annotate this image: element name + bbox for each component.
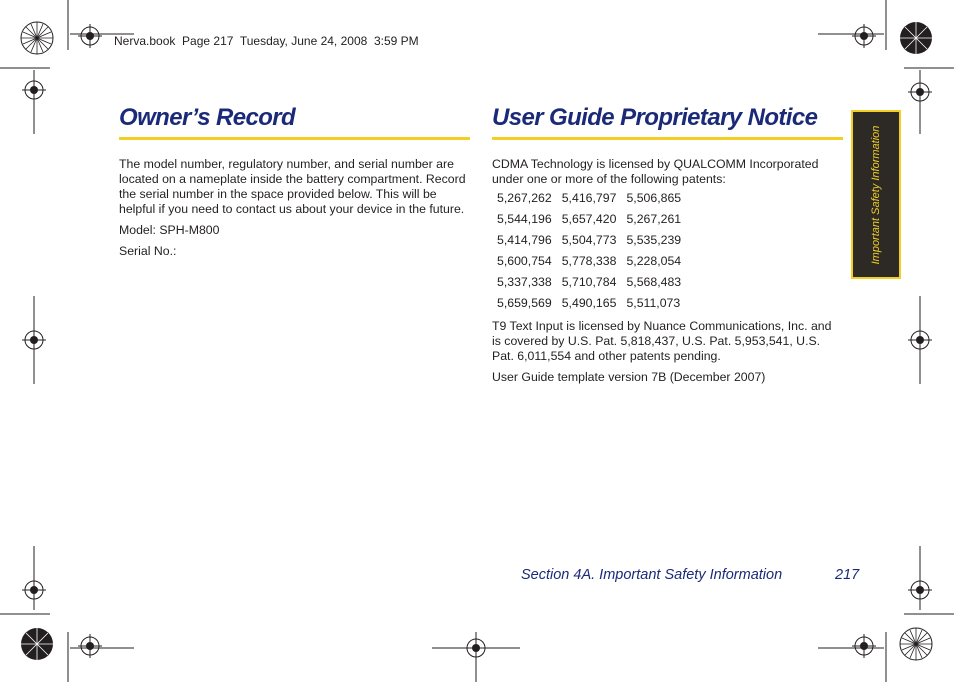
section-title: Owner’s Record	[119, 104, 296, 131]
section-body	[492, 157, 843, 385]
registration-target-icon	[464, 636, 488, 660]
registration-target-icon	[908, 80, 932, 104]
serial-line: Serial No.:	[119, 244, 177, 258]
patent-number: 5,511,073	[626, 296, 681, 310]
registration-target-icon	[22, 78, 46, 102]
patent-row	[492, 212, 686, 233]
patent-number: 5,778,338	[561, 254, 617, 268]
t9-notice: T9 Text Input is licensed by Nuance Communications, Inc. and is covered by U.S. Pat. 5,818,437, U.S. Pat. 5,953,541, U.S. Pat. 6,011,554 and other patents pending.	[492, 319, 832, 363]
registration-target-icon	[78, 634, 102, 658]
registration-target-icon	[22, 578, 46, 602]
title-rule	[119, 137, 470, 140]
registration-target-icon	[908, 578, 932, 602]
patent-row	[492, 296, 686, 317]
side-tab	[851, 110, 901, 279]
star-target-icon	[21, 628, 53, 660]
owners-record-section	[119, 104, 470, 259]
model-line: Model: SPH-M800	[119, 223, 220, 237]
template-version: User Guide template version 7B (December 2007)	[492, 370, 766, 384]
patent-number: 5,600,754	[497, 254, 552, 268]
registration-target-icon	[908, 328, 932, 352]
patent-number: 5,414,796	[497, 233, 552, 247]
registration-target-icon	[852, 24, 876, 48]
file-info-header: Nerva.book Page 217 Tuesday, June 24, 2008 3:59 PM	[114, 34, 419, 48]
patent-number: 5,568,483	[626, 275, 682, 289]
patent-number: 5,337,338	[497, 275, 552, 289]
patent-table	[492, 191, 686, 317]
patent-row	[492, 275, 686, 296]
patent-number: 5,535,239	[626, 233, 682, 247]
patent-number: 5,659,569	[497, 296, 552, 310]
patent-row	[492, 191, 686, 212]
page-number: 217	[835, 567, 860, 583]
patent-number: 5,710,784	[561, 275, 617, 289]
footer-section-label: Section 4A. Important Safety Information	[521, 567, 783, 583]
patent-number: 5,416,797	[561, 191, 617, 205]
patent-number: 5,228,054	[626, 254, 682, 268]
registration-target-icon	[852, 634, 876, 658]
section-body	[119, 157, 470, 259]
cdma-intro: CDMA Technology is licensed by QUALCOMM Incorporated under one or more of the following patents:	[492, 157, 819, 186]
patent-number: 5,267,262	[497, 191, 552, 205]
registration-target-icon	[78, 24, 102, 48]
patent-row	[492, 233, 686, 254]
star-target-icon	[21, 22, 53, 54]
title-rule	[492, 137, 843, 140]
star-target-icon	[900, 628, 932, 660]
side-tab-label: Important Safety Information	[870, 125, 882, 264]
patent-number: 5,506,865	[626, 191, 682, 205]
patent-number: 5,544,196	[497, 212, 552, 226]
registration-target-icon	[22, 328, 46, 352]
paragraph: The model number, regulatory number, and serial number are located on a nameplate inside the battery compartment. Record the serial number in the space provided below. This will be helpful if you need to contact us about your device in the future.	[119, 157, 466, 216]
patent-number: 5,657,420	[561, 212, 617, 226]
section-title: User Guide Proprietary Notice	[492, 104, 818, 131]
star-target-icon	[900, 22, 932, 54]
patent-number: 5,504,773	[561, 233, 617, 247]
patent-row	[492, 254, 686, 275]
patent-number: 5,490,165	[561, 296, 617, 310]
patent-number: 5,267,261	[626, 212, 682, 226]
proprietary-notice-section	[492, 104, 843, 385]
